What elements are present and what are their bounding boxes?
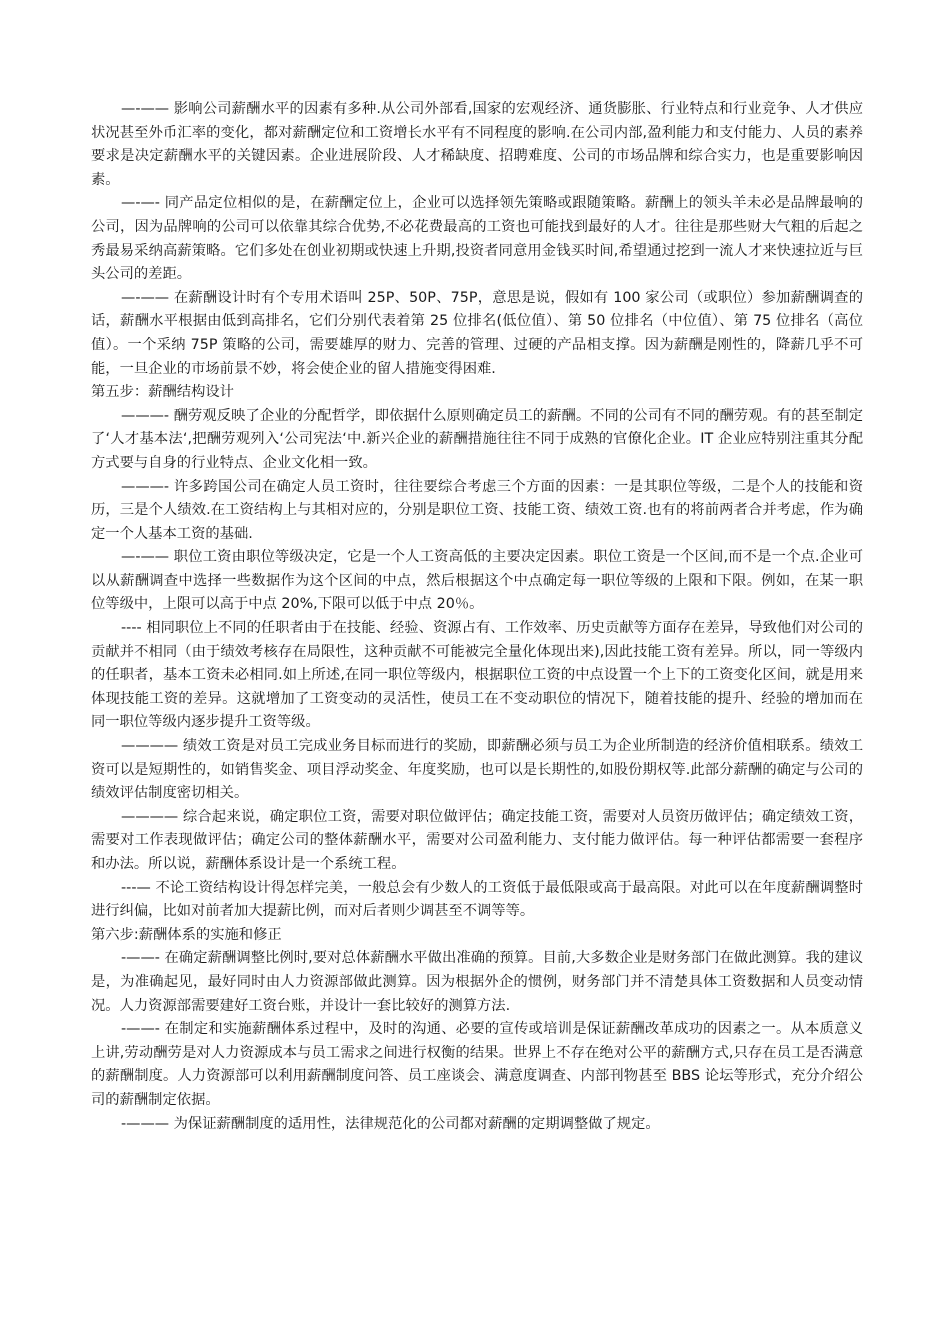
section-heading-step-6: 第六步:薪酬体系的实施和修正 [91,926,282,943]
paragraph-communication: -——- 在制定和实施薪酬体系过程中，及时的沟通、必要的宣传或培训是保证薪酬改革成功的因素之一。从本质意义上讲,劳动酬劳是对人力资源成本与员工需求之间进行权衡的结果。世界上不存在绝对公平的薪酬方式,只存在员工是否满意的薪酬制度。人力资源部可以利用薪酬制度问答、员工座谈会、满意度调查、内部刊物甚至 BBS 论坛等形式，充分介绍公司的薪酬制定依据。 [91,1021,863,1108]
section-heading-step-5: 第五步：薪酬结构设计 [91,384,234,401]
paragraph-budget: -——- 在确定薪酬调整比例时,要对总体薪酬水平做出准确的预算。目前,大多数企业是财务部门在做此测算。我的建议是，为准确起见，最好同时由人力资源部做此测算。因为根据外企的惯例，财务部门并不清楚具体工资数据和人员变动情况。人力资源部需要建好工资台账，并设计一套比较好的测算方法. [91,950,863,1014]
paragraph-reward-philosophy: ———- 酬劳观反映了企业的分配哲学，即依据什么原则确定员工的薪酬。不同的公司有不同的酬劳观。有的甚至制定了‘人才基本法‘,把酬劳观列入‘公司宪法‘中.新兴企业的薪酬措施往往不同于成熟的官僚化企业。IT 企业应特别注重其分配方式要与自身的行业特点、企业文化相一致。 [91,407,863,471]
paragraph-position-pay: —-—— 职位工资由职位等级决定，它是一个人工资高低的主要决定因素。职位工资是一个区间,而不是一个点.企业可以从薪酬调查中选择一些数据作为这个区间的中点，然后根据这个中点确定每一职位等级的上限和下限。例如，在某一职位等级中，上限可以高于中点 20%,下限可以低于中点 20％。 [91,549,863,613]
paragraph-salary-factors: —-—— 影响公司薪酬水平的因素有多种.从公司外部看,国家的宏观经济、通货膨胀、行业特点和行业竞争、人才供应状况甚至外币汇率的变化，都对薪酬定位和工资增长水平有不同程度的影响.在公司内部,盈利能力和支付能力、人员的素养要求是决定薪酬水平的关键因素。企业进展阶段、人才稀缺度、招聘难度、公司的市场品牌和综合实力，也是重要影响因素。 [91,101,863,188]
paragraph-evaluation-system: ———— 综合起来说，确定职位工资，需要对职位做评估；确定技能工资，需要对人员资历做评估；确定绩效工资，需要对工作表现做评估；确定公司的整体薪酬水平，需要对公司盈利能力、支付能力做评估。每一种评估都需要一套程序和办法。所以说，薪酬体系设计是一个系统工程。 [91,808,863,872]
paragraph-positioning-strategy: —-—- 同产品定位相似的是，在薪酬定位上，企业可以选择领先策略或跟随策略。薪酬上的领头羊未必是品牌最响的公司，因为品牌响的公司可以依靠其综合优势,不必花费最高的工资也可能找到最好的人才。往往是那些财大气粗的后起之秀最易采纳高薪策略。它们多处在创业初期或快速上升期,投资者同意用金钱买时间,希望通过挖到一流人才来快速拉近与巨头公司的差距。 [91,195,863,283]
paragraph-percentile-terms: —-—— 在薪酬设计时有个专用术语叫 25P、50P、75P，意思是说，假如有 100 家公司（或职位）参加薪酬调查的话，薪酬水平根据由低到高排名，它们分别代表着第 25 位排名(低位值）、第 50 位排名（中位值）、第 75 位排名（高位值）。一个采纳 75P 策略的公司，需要雄厚的财力、完善的管理、过硬的产品相支撑。因为薪酬是刚性的，降薪几乎不可能，一旦企业的市场前景不妙，将会使企业的留人措施变得困难. [91,289,863,377]
paragraph-out-of-range: ---— 不论工资结构设计得怎样完美，一般总会有少数人的工资低于最低限或高于最高限。对此可以在年度薪酬调整时进行纠偏，比如对前者加大提薪比例，而对后者则少调甚至不调等等。 [91,879,863,920]
paragraph-periodic-adjustment: -——— 为保证薪酬制度的适用性，法律规范化的公司都对薪酬的定期调整做了规定。 [121,1115,660,1132]
paragraph-skill-pay: ---- 相同职位上不同的任职者由于在技能、经验、资源占有、工作效率、历史贡献等方面存在差异，导致他们对公司的贡献并不相同（由于绩效考核存在局限性，这种贡献不可能被完全量化体现出来),因此技能工资有差异。所以，同一等级内的任职者，基本工资未必相同.如上所述,在同一职位等级内，根据职位工资的中点设置一个上下的工资变化区间，就是用来体现技能工资的差异。这就增加了工资变动的灵活性，使员工在不变动职位的情况下，随着技能的提升、经验的增加而在同一职位等级内逐步提升工资等级。 [91,620,863,731]
paragraph-performance-pay: ———— 绩效工资是对员工完成业务目标而进行的奖励，即薪酬必须与员工为企业所制造的经济价值相联系。绩效工资可以是短期性的，如销售奖金、项目浮动奖金、年度奖励，也可以是长期性的,如股份期权等.此部分薪酬的确定与公司的绩效评估制度密切相关。 [91,738,863,802]
paragraph-three-factors: ———- 许多跨国公司在确定人员工资时，往往要综合考虑三个方面的因素：一是其职位等级，二是个人的技能和资历，三是个人绩效.在工资结构上与其相对应的，分别是职位工资、技能工资、绩效工资.也有的将前两者合并考虑，作为确定一个人基本工资的基础. [91,478,863,542]
document-page [91,98,863,1136]
